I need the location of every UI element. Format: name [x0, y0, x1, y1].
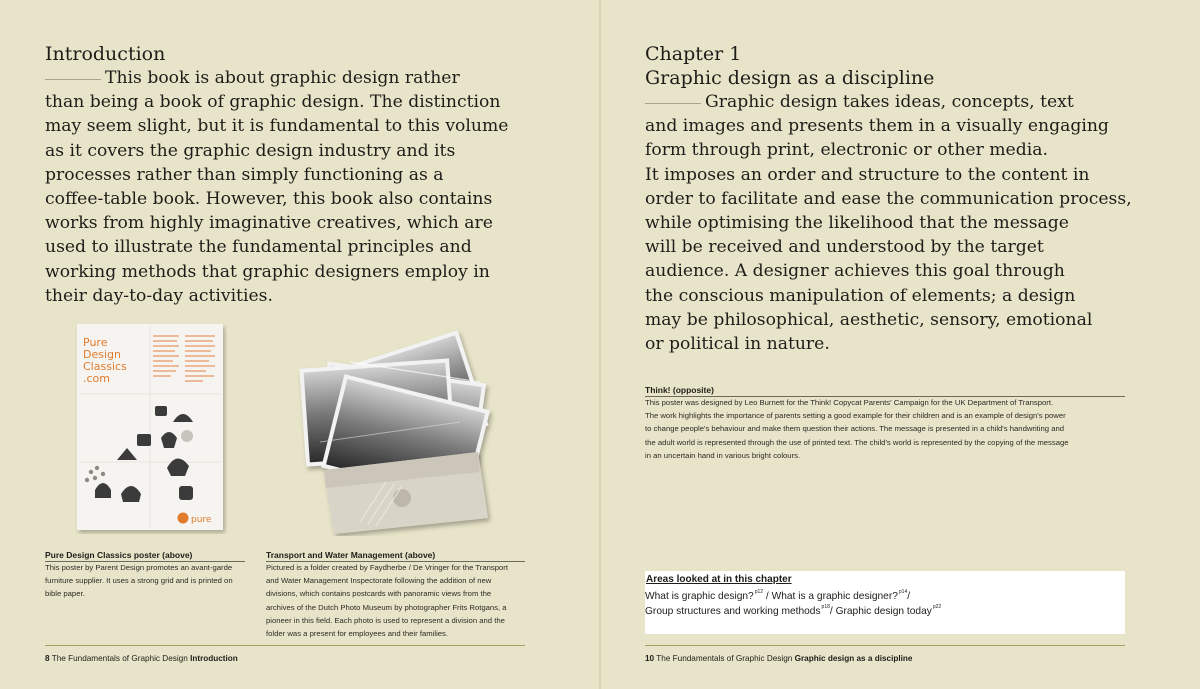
- body-line: working methods that graphic designers employ in: [45, 261, 490, 282]
- body-line: as it covers the graphic design industry and its: [45, 140, 456, 161]
- footer-section: Introduction: [190, 654, 238, 663]
- body-line: or political in nature.: [645, 334, 830, 355]
- caption-title: Transport and Water Management (above): [266, 550, 436, 560]
- caption-line: to change people's behaviour and make them question their actions. The message is presented in a child's handwriting and: [645, 424, 1065, 434]
- page-ref: p14: [898, 589, 908, 595]
- areas-line: [645, 604, 941, 617]
- introduction-body: [45, 66, 508, 308]
- caption-line: This poster was designed by Leo Burnett for the Think! Copycat Parents' Campaign for the UK Department of Transport.: [645, 398, 1054, 407]
- area-link-what-is-graphic-design[interactable]: What is graphic design?: [645, 591, 754, 602]
- transport-folder-image: [290, 322, 512, 536]
- body-line: may be philosophical, aesthetic, sensory, emotional: [645, 309, 1093, 330]
- poster-brand-label: pure: [191, 515, 212, 525]
- body-line: their day-to-day activities.: [45, 285, 273, 306]
- body-line: used to illustrate the fundamental principles and: [45, 237, 472, 258]
- pure-design-classics-poster-image: [75, 322, 227, 534]
- body-line: works from highly imaginative creatives, which are: [45, 213, 493, 234]
- poster-logo-line: Classics: [83, 360, 127, 373]
- caption-line: bible paper.: [45, 589, 85, 599]
- footer-rule: [45, 645, 525, 646]
- body-line: coffee-table book. However, this book also contains: [45, 189, 493, 210]
- caption-line: archives of the Dutch Photo Museum by photographer Frits Rotgans, a: [266, 602, 507, 612]
- body-line: audience. A designer achieves this goal through: [645, 261, 1065, 282]
- footer-rule: [645, 645, 1125, 646]
- body-line: the conscious manipulation of elements; a design: [645, 285, 1076, 306]
- body-line: It imposes an order and structure to the content in: [645, 164, 1090, 185]
- poster-logo-line: Design: [83, 348, 121, 361]
- caption-line: in an uncertain hand in various bright colours.: [645, 450, 801, 460]
- area-link-group-structures[interactable]: Group structures and working methods: [645, 606, 821, 617]
- body-line: will be received and understood by the target: [645, 237, 1044, 258]
- body-line: Graphic design takes ideas, concepts, text: [645, 90, 1132, 114]
- page-number: 8: [45, 654, 50, 663]
- poster-logo-line: Pure: [83, 336, 108, 349]
- page-footer: [45, 654, 238, 663]
- page-footer: [645, 654, 912, 663]
- caption-line: folder was a present for employees and their families.: [266, 629, 449, 639]
- think-caption-text: [645, 396, 1069, 462]
- page-ref: p12: [754, 589, 764, 595]
- caption-text: [45, 561, 233, 601]
- body-line: This book is about graphic design rather: [45, 66, 508, 90]
- caption-line: Pictured is a folder created by Faydherbe / De Vringer for the Transport: [266, 563, 508, 572]
- separator: /: [829, 606, 833, 617]
- book-title: The Fundamentals of Graphic Design: [51, 654, 188, 663]
- areas-box: [645, 571, 1125, 634]
- body-line: may seem slight, but it is fundamental to this volume: [45, 116, 509, 137]
- caption-line: furniture supplier. It uses a strong grid and is printed on: [45, 576, 233, 586]
- think-caption-title: Think! (opposite): [645, 385, 714, 395]
- caption-line: pioneer in this field. Each photo is used to represent a division and the: [266, 615, 505, 625]
- indent-rule: [645, 103, 701, 104]
- caption-line: divisions, which contains postcards with panoramic views from the: [266, 589, 492, 599]
- separator: /: [907, 591, 911, 602]
- caption-line: and Water Management Inspectorate following the addition of new: [266, 576, 492, 586]
- caption-text: [266, 561, 508, 640]
- body-line: than being a book of graphic design. The distinction: [45, 92, 501, 113]
- caption-line: the adult world is represented through the use of printed text. The child's world is represented by the copying of the message: [645, 437, 1069, 447]
- body-line: form through print, electronic or other media.: [645, 140, 1048, 161]
- separator: /: [765, 591, 769, 602]
- chapter-body: [645, 90, 1132, 356]
- caption-title: Pure Design Classics poster (above): [45, 550, 193, 560]
- footer-section: Graphic design as a discipline: [794, 654, 913, 663]
- caption-line: This poster by Parent Design promotes an avant-garde: [45, 563, 233, 572]
- areas-title: Areas looked at in this chapter: [646, 574, 792, 585]
- indent-rule: [45, 79, 101, 80]
- page-ref: p22: [932, 604, 942, 610]
- chapter-title: Graphic design as a discipline: [645, 67, 935, 89]
- body-line: while optimising the likelihood that the message: [645, 213, 1069, 234]
- chapter-label: Chapter 1: [645, 43, 742, 65]
- page-number: 10: [645, 654, 655, 663]
- body-line: processes rather than simply functioning as a: [45, 164, 444, 185]
- page-ref: p18: [821, 604, 830, 610]
- caption-line: The work highlights the importance of parents setting a good example for their children and is an example of design's power: [645, 411, 1066, 421]
- introduction-heading: Introduction: [45, 43, 166, 65]
- poster-logo-line: .com: [83, 372, 110, 385]
- area-link-graphic-design-today[interactable]: Graphic design today: [835, 606, 932, 617]
- area-link-what-is-a-graphic-designer[interactable]: What is a graphic designer?: [771, 591, 898, 602]
- book-title: The Fundamentals of Graphic Design: [656, 654, 793, 663]
- body-line: order to facilitate and ease the communication process,: [645, 188, 1132, 209]
- body-line: and images and presents them in a visually engaging: [645, 116, 1109, 137]
- areas-line: [645, 589, 910, 602]
